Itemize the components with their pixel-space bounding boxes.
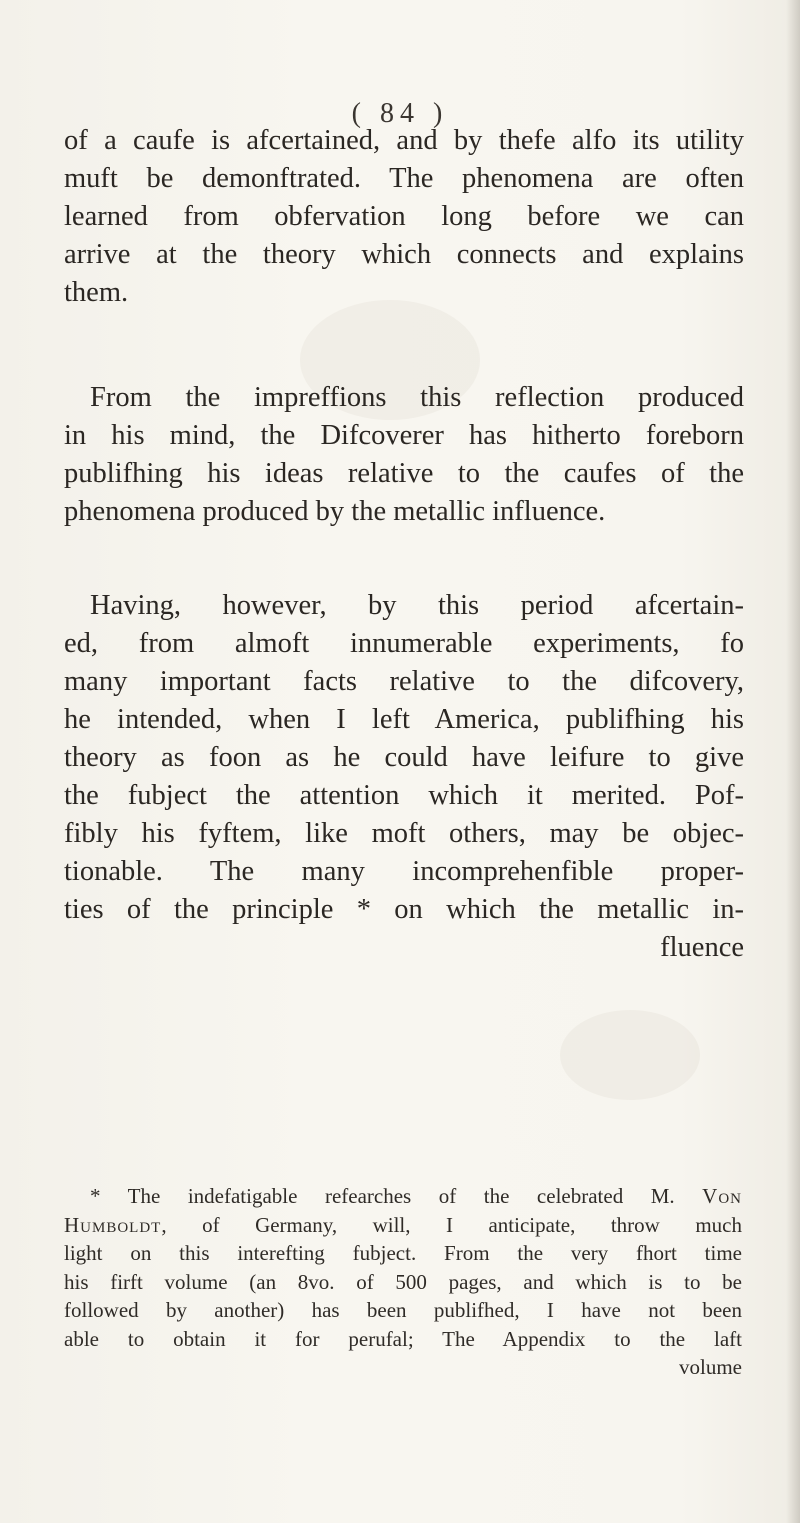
text-line: arrive at the theory which connects and explains	[64, 239, 744, 270]
footnote-catchword: volume	[679, 1355, 742, 1379]
text-line: phenomena produced by the metallic influence.	[64, 496, 606, 527]
paper-stain	[560, 1010, 700, 1100]
text-line: muft be demonftrated. The phenomena are often	[64, 163, 744, 194]
footnote-line: his firft volume (an 8vo. of 500 pages, and which is to be	[64, 1269, 742, 1294]
paragraph-2	[64, 379, 744, 531]
text-line: theory as foon as he could have leifure to give	[64, 742, 744, 773]
footnote-line: followed by another) has been publifhed, I have not been	[64, 1298, 742, 1322]
text-line: he intended, when I left America, publifhing his	[64, 704, 744, 735]
text-line: Having, however, by this period afcertain-	[90, 590, 744, 621]
footnote-name: Humboldt	[64, 1212, 162, 1237]
text-line: in his mind, the Difcoverer has hitherto foreborn	[64, 420, 744, 451]
footnote-text: , of Germany, will, I anticipate, throw much	[161, 1212, 742, 1237]
text-line: From the impreffions this reflection produced	[90, 382, 744, 413]
text-line: of a caufe is afcertained, and by thefe alfo its utility	[64, 125, 744, 156]
footnote-marker: *	[90, 1184, 101, 1208]
footnote-name: Von	[702, 1184, 743, 1208]
footnote-line	[64, 1211, 742, 1240]
text-line: many important facts relative to the difcovery,	[64, 666, 744, 697]
text-line: learned from obfervation long before we can	[64, 201, 744, 232]
paragraph-3	[64, 587, 744, 967]
text-line: ed, from almoft innumerable experiments, fo	[64, 628, 744, 659]
text-line: tionable. The many incomprehenfible proper-	[64, 856, 744, 887]
footnote-line	[64, 1182, 742, 1211]
text-line: fibly his fyftem, like moft others, may be objec-	[64, 818, 744, 849]
catchword: fluence	[660, 932, 744, 963]
footnote-text: The indefatigable refearches of the celebrated M.	[127, 1184, 675, 1208]
page-number: ( 84 )	[351, 98, 449, 129]
paragraph-1	[64, 122, 744, 312]
text-line: publifhing his ideas relative to the caufes of the	[64, 458, 744, 489]
text-line: ties of the principle * on which the metallic in-	[64, 894, 744, 925]
text-line: them.	[64, 277, 129, 308]
page-edge-shadow	[786, 0, 800, 1523]
footnote	[64, 1182, 742, 1382]
footnote-line: able to obtain it for perufal; The Appendix to the laft	[64, 1326, 742, 1351]
text-line: the fubject the attention which it merited. Pof-	[64, 780, 744, 811]
footnote-line: light on this interefting fubject. From the very fhort time	[64, 1241, 742, 1265]
